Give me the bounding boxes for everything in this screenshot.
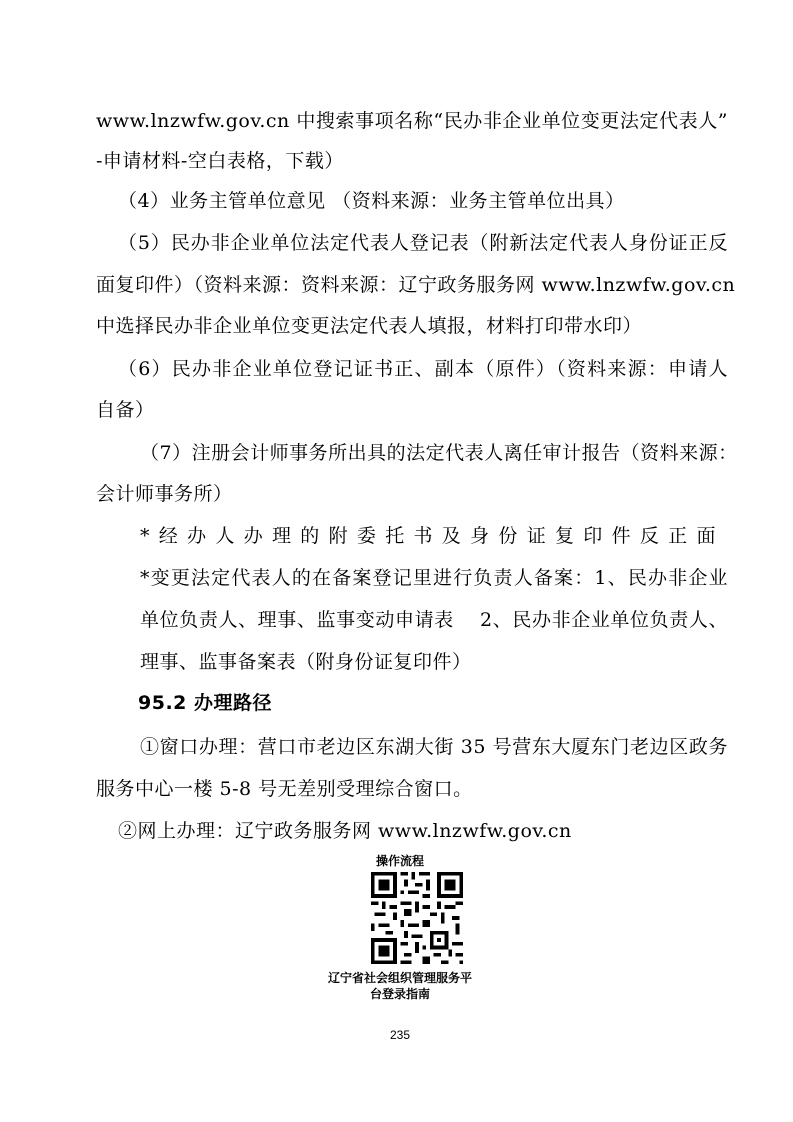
qr-caption-line-2: 台登录指南 [369, 987, 430, 1001]
body-line-11: *经办人办理的附委托书及身份证复印件反正面 [140, 525, 716, 547]
page-number: 235 [389, 1028, 411, 1042]
route-line-2: 服务中心一楼 5-8 号无差别受理综合窗口。 [96, 778, 473, 800]
route-line-3: ②网上办理：辽宁政务服务网 www.lnzwfw.gov.cn [118, 820, 572, 842]
body-line-2: -申请材料-空白表格，下载） [96, 150, 344, 172]
body-line-4: （5）民办非企业单位法定代表人登记表（附新法定代表人身份证正反 [118, 232, 728, 254]
body-line-10: 会计师事务所） [96, 483, 233, 505]
section-heading: 95.2 办理路径 [138, 692, 272, 714]
body-line-1: www.lnzwfw.gov.cn 中搜索事项名称“民办非企业单位变更法定代表人” [96, 110, 728, 132]
qr-title: 操作流程 [375, 854, 424, 868]
body-line-13: 单位负责人、理事、监事变动申请表 2、民办非企业单位负责人、 [140, 609, 728, 631]
body-line-9: （7）注册会计师事务所出具的法定代表人离任审计报告（资料来源： [140, 442, 738, 464]
body-line-14: 理事、监事备案表（附身份证复印件） [140, 651, 472, 673]
body-line-12: *变更法定代表人的在备案登记里进行负责人备案：1、民办非企业 [140, 567, 728, 589]
body-line-8: 自备） [96, 399, 155, 421]
body-line-6: 中选择民办非企业单位变更法定代表人填报，材料打印带水印） [96, 315, 643, 337]
body-line-5: 面复印件）（资料来源：资料来源：辽宁政务服务网 www.lnzwfw.gov.cn [96, 274, 736, 296]
qr-caption-line-1: 辽宁省社会组织管理服务平 [327, 971, 472, 985]
qr-code[interactable] [371, 872, 463, 964]
body-line-7: （6）民办非企业单位登记证书正、副本（原件）（资料来源：申请人 [118, 358, 728, 380]
route-line-1: ①窗口办理：营口市老边区东湖大街 35 号营东大厦东门老边区政务 [140, 736, 728, 758]
body-line-3: （4）业务主管单位意见 （资料来源：业务主管单位出具） [118, 190, 625, 212]
